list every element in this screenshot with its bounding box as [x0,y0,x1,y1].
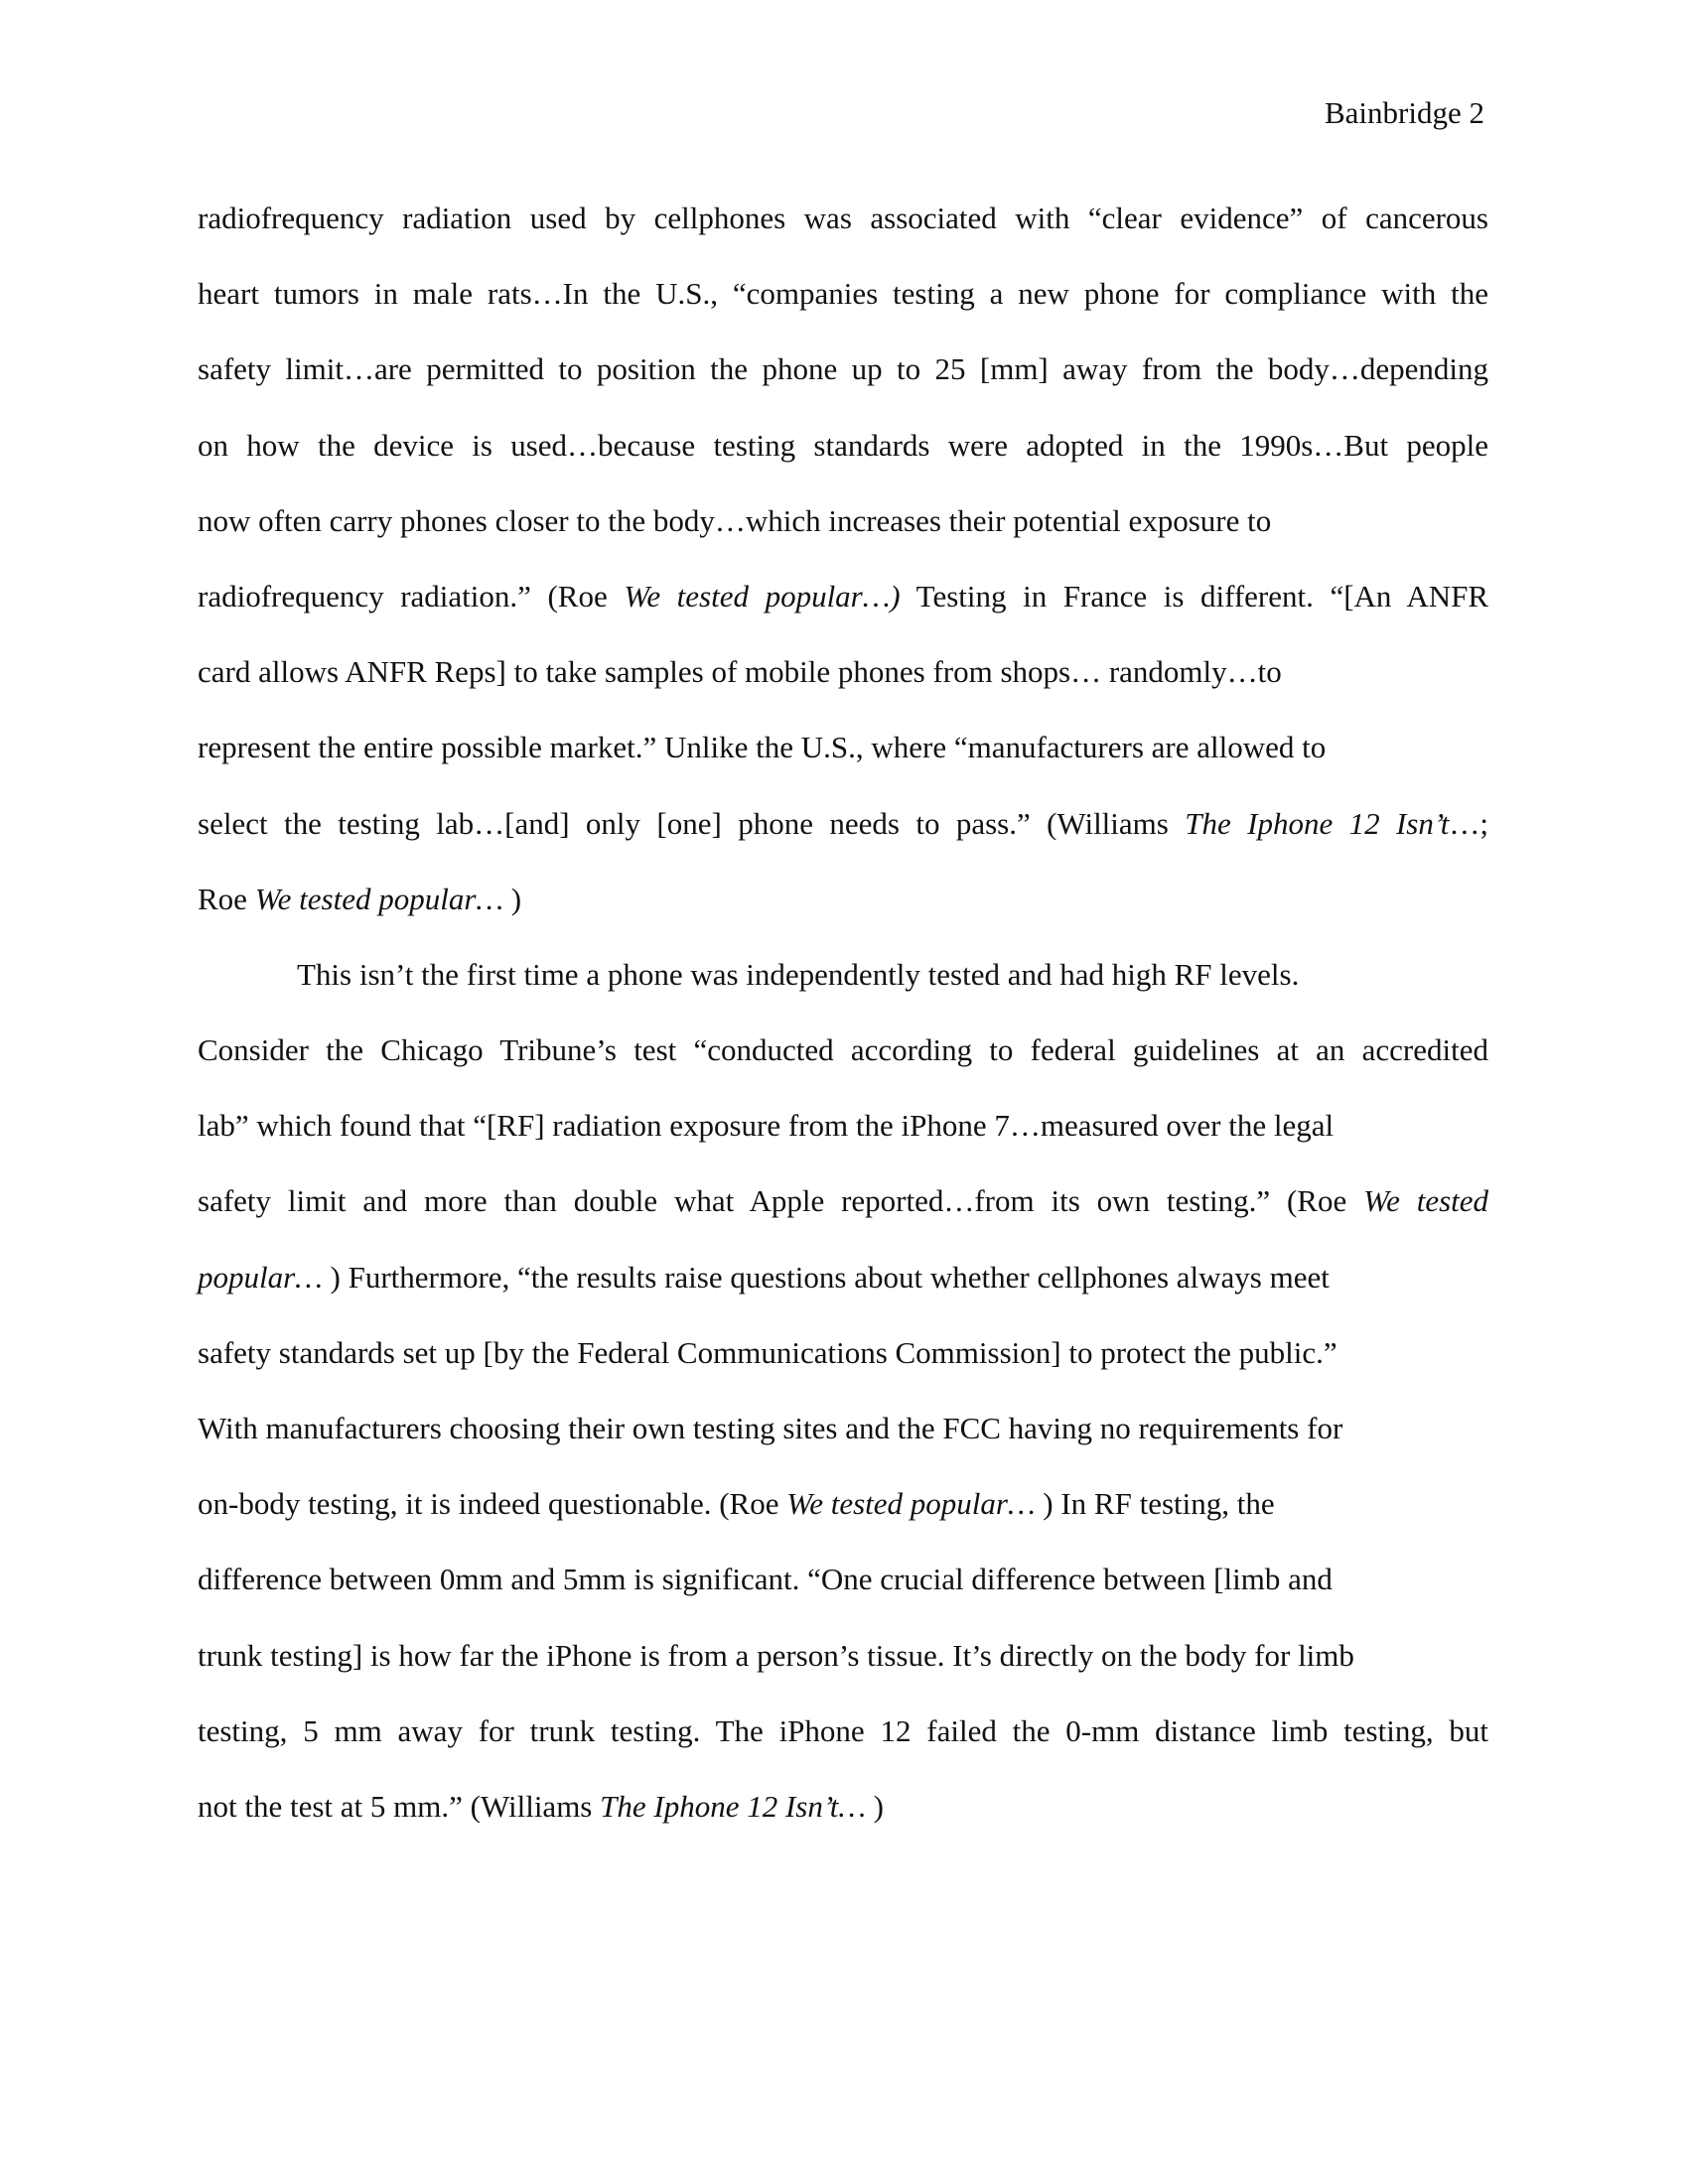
text-run: select the testing lab…[and] only [one] phone needs to pass.” (Williams [198,805,1186,841]
text-run: safety limit and more than double what Apple reported…from its own testing.” (Roe [198,1183,1364,1219]
citation-title: We tested [1363,1183,1489,1219]
text-line [198,951,1488,1026]
text-line [198,1177,1488,1253]
text-run: Testing in France is different. “[An ANFR [900,578,1489,614]
text-run: radiofrequency radiation used by cellphones was associated with “clear evidence” of cancerous [198,201,1488,235]
text-run: ) In RF testing, the [1035,1486,1275,1522]
text-line [198,573,1488,648]
text-line [198,648,1488,724]
text-run: ) [865,1788,884,1824]
citation-title: The Iphone 12 Isn’t… [600,1788,866,1824]
text-line [198,1254,1488,1329]
text-line [198,1329,1488,1405]
text-line [198,1783,1488,1858]
text-run: Roe [198,881,255,916]
text-run: on-body testing, it is indeed questionable. (Roe [198,1486,787,1522]
text-run: lab” which found that “[RF] radiation exposure from the iPhone 7…measured over the legal [198,1108,1335,1144]
text-run: safety limit…are permitted to position the phone up to 25 [mm] away from the body…depending [198,351,1488,387]
text-run: ) [502,881,522,916]
text-run: …; [1449,805,1488,841]
text-line [198,876,1488,951]
text-line [198,1102,1488,1177]
text-line [198,1480,1488,1556]
citation-title: We tested popular… [786,1486,1036,1522]
citation-title: We tested popular…) [624,578,901,614]
text-line [198,345,1488,421]
text-run: not the test at 5 mm.” (Williams [198,1788,601,1824]
text-run: This isn’t the first time a phone was independently tested and had high RF levels. [297,956,1300,992]
text-line [198,1632,1488,1707]
text-line [198,270,1488,345]
text-line [198,1405,1488,1480]
text-line [198,1556,1488,1631]
citation-title: popular… [198,1259,323,1295]
text-run: card allows ANFR Reps] to take samples of mobile phones from shops… randomly…to [198,654,1282,690]
text-run: on how the device is used…because testing standards were adopted in the 1990s…But people [198,427,1488,463]
paragraph [198,195,1488,951]
citation-title: The Iphone 12 Isn’t [1185,805,1450,841]
text-run: With manufacturers choosing their own testing sites and the FCC having no requirements for [198,1411,1343,1445]
text-run: radiofrequency radiation.” (Roe [198,578,625,614]
text-run: now often carry phones closer to the body…which increases their potential exposure to [198,502,1272,538]
text-line [198,422,1488,497]
text-run: trunk testing] is how far the iPhone is from a person’s tissue. It’s directly on the body for limb [198,1637,1354,1673]
text-line [198,497,1488,573]
text-line [198,724,1488,799]
body-text [198,195,1488,1858]
citation-title: We tested popular… [254,881,503,916]
paragraph [198,951,1488,1858]
text-run: Consider the Chicago Tribune’s test “conducted according to federal guidelines at an accredited [198,1032,1488,1068]
running-head: Bainbridge 2 [1325,95,1484,130]
text-line [198,1707,1488,1783]
text-line [198,800,1488,876]
text-line [198,1026,1488,1102]
text-run: testing, 5 mm away for trunk testing. The iPhone 12 failed the 0-mm distance limb testing, but [198,1712,1488,1748]
text-run: heart tumors in male rats…In the U.S., “companies testing a new phone for compliance with the [198,276,1488,312]
text-run: represent the entire possible market.” Unlike the U.S., where “manufacturers are allowed to [198,730,1327,765]
text-line [198,195,1488,270]
text-run: difference between 0mm and 5mm is significant. “One crucial difference between [limb and [198,1562,1333,1597]
text-run: safety standards set up [by the Federal Communications Commission] to protect the public.” [198,1334,1337,1370]
text-run: ) Furthermore, “the results raise questions about whether cellphones always meet [322,1259,1330,1295]
